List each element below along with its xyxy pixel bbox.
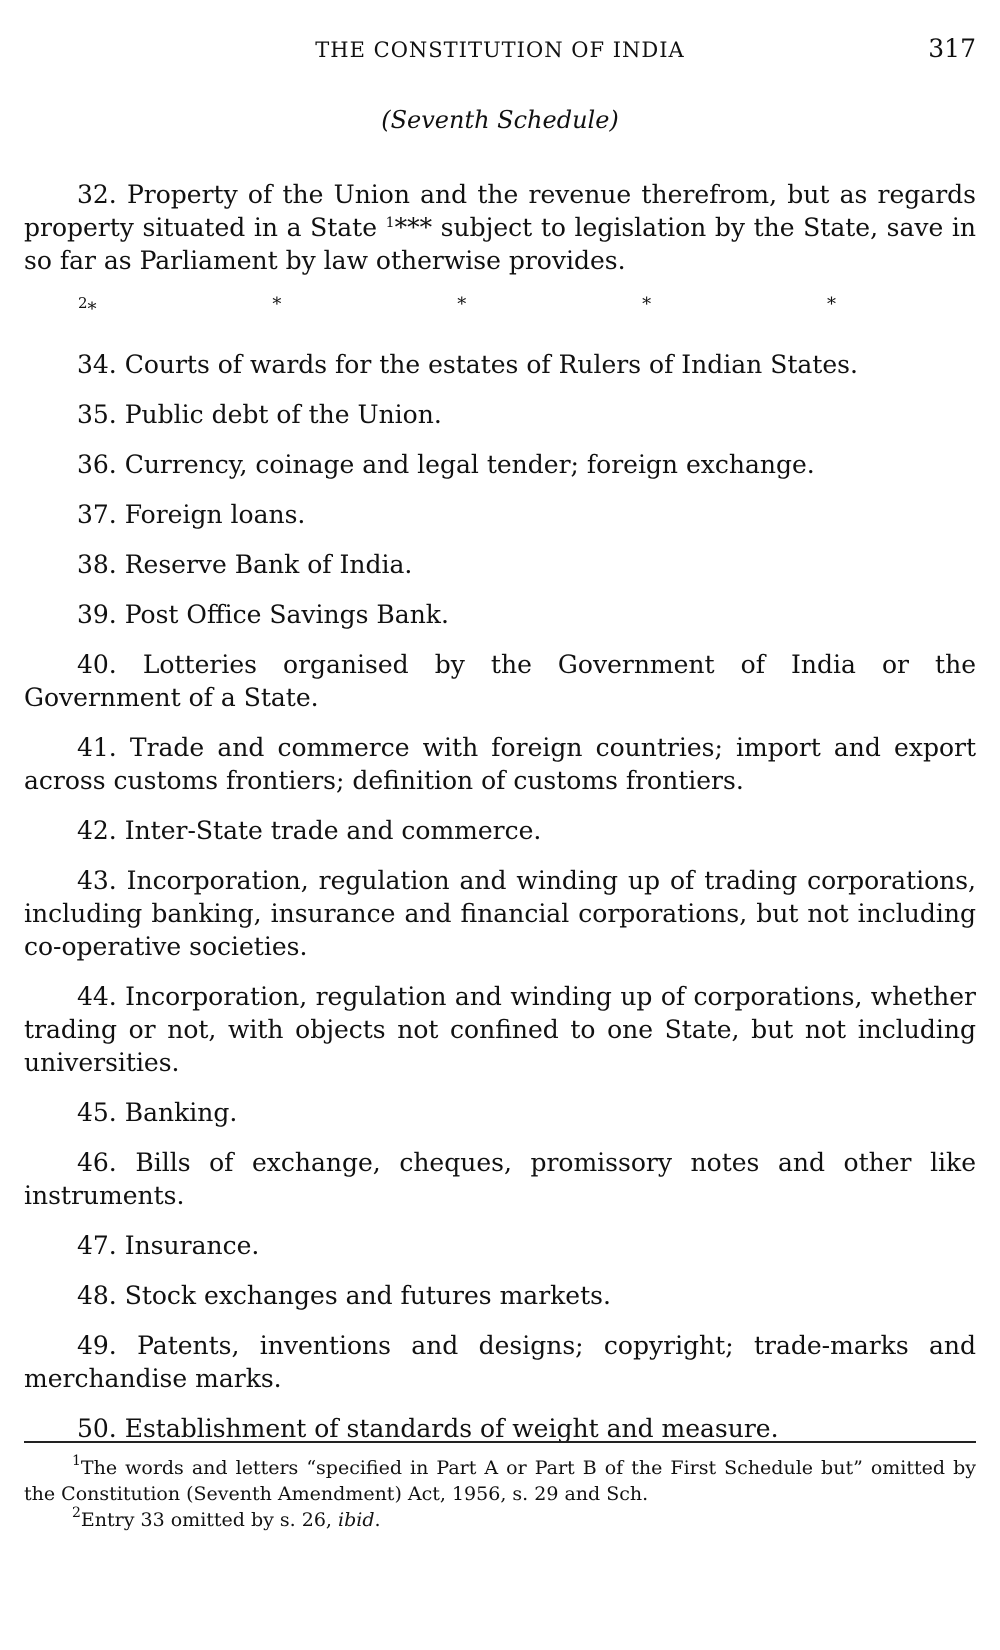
entry-36: 36. Currency, coinage and legal tender; foreign exchange.: [77, 450, 815, 479]
schedule-label: (Seventh Schedule): [381, 106, 619, 134]
entry-46: 46. Bills of exchange, cheques, promissory notes and other like instruments.: [24, 1148, 976, 1210]
omission-star: *: [457, 294, 467, 315]
entry-45: 45. Banking.: [77, 1098, 238, 1127]
footnote-ref-2: 2: [78, 294, 88, 312]
footnotes: [24, 1455, 976, 1533]
omission-star: *: [826, 294, 836, 315]
document-page: [24, 0, 976, 1650]
entry-48: 48. Stock exchanges and futures markets.: [77, 1281, 611, 1310]
omission-marker-row: [24, 294, 976, 324]
entry-32-text-start: 32. Property of the Union and the revenue therefrom, but as regards property situated in a State: [24, 180, 976, 242]
entry-32: [24, 178, 976, 277]
entry-list: [24, 178, 976, 1462]
footnote-ref-1: 1: [385, 215, 395, 231]
omission-star: $^2$*: [78, 294, 97, 320]
entry-50: 50. Establishment of standards of weight and measure.: [77, 1414, 779, 1443]
footnote-marker-1: 1: [72, 1453, 81, 1469]
footnote-1-text: The words and letters “specified in Part A or Part B of the First Schedule but” omitted by the Constitution (Seventh Amendment) Act, 1956, s. 29 and Sch.: [24, 1457, 976, 1505]
entry-34: 34. Courts of wards for the estates of Rulers of Indian States.: [77, 350, 858, 379]
entry-47: 47. Insurance.: [77, 1231, 260, 1260]
omission-star: *: [642, 294, 652, 315]
footnote-2: [24, 1507, 976, 1533]
omission-star: *: [272, 294, 282, 315]
entry-49: 49. Patents, inventions and designs; copyright; trade-marks and merchandise marks.: [24, 1331, 976, 1393]
footnote-1: [24, 1455, 976, 1507]
entry-41: 41. Trade and commerce with foreign countries; import and export across customs frontiers; definition of customs frontiers.: [24, 733, 976, 795]
page-number: 317: [928, 34, 976, 63]
page-header-title: THE CONSTITUTION OF INDIA: [315, 38, 685, 62]
entry-35: 35. Public debt of the Union.: [77, 400, 442, 429]
footnote-2-end: .: [374, 1509, 381, 1531]
running-head: [24, 34, 976, 74]
entry-44: 44. Incorporation, regulation and winding up of corporations, whether trading or not, with objects not confined to one State, but not including universities.: [24, 982, 976, 1077]
entry-42: 42. Inter-State trade and commerce.: [77, 816, 542, 845]
entry-40: 40. Lotteries organised by the Government of India or the Government of a State.: [24, 650, 976, 712]
footnote-divider: [24, 1441, 976, 1443]
footnote-2-text: Entry 33 omitted by s. 26,: [80, 1509, 339, 1531]
entry-32-text-end: *** subject to legislation by the State, save in so far as Parliament by law otherwise provides.: [24, 213, 976, 275]
entry-37: 37. Foreign loans.: [77, 500, 306, 529]
entry-39: 39. Post Office Savings Bank.: [77, 600, 449, 629]
footnote-2-ibid: ibid: [338, 1509, 375, 1531]
entry-43: 43. Incorporation, regulation and winding up of trading corporations, including banking, insurance and financial corporations, but not including co-operative societies.: [24, 866, 976, 961]
entry-38: 38. Reserve Bank of India.: [77, 550, 413, 579]
footnote-marker-2: 2: [72, 1505, 81, 1521]
